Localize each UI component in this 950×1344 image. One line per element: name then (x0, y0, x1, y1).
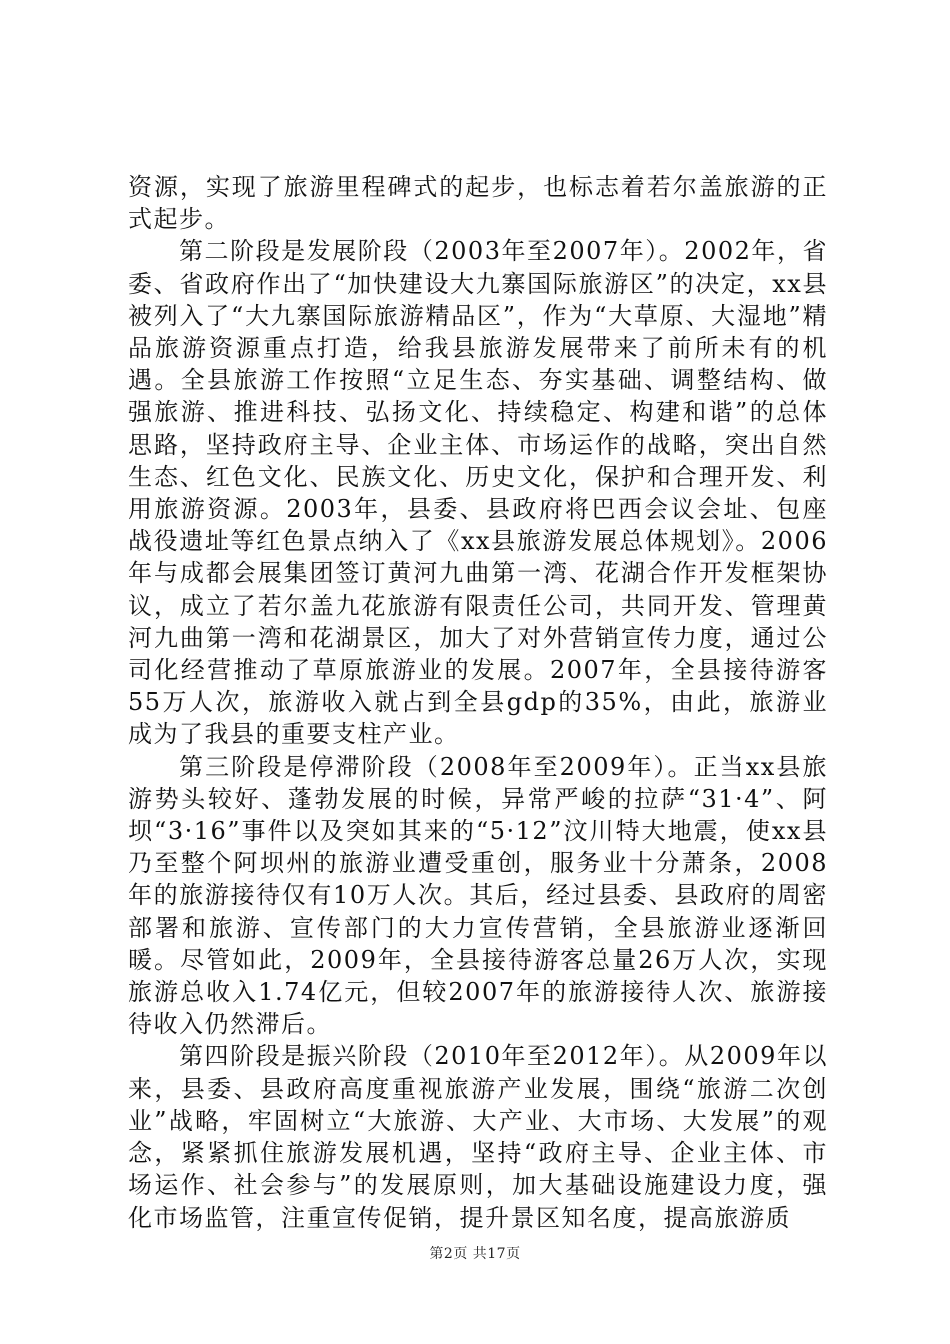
page-number: 第2页 共17页 (429, 1246, 521, 1262)
document-body (128, 171, 828, 1234)
paragraph-stage-two: 第二阶段是发展阶段（2003年至2007年）。2002年，省委、省政府作出了“加快建设大九寨国际旅游区”的决定，xx县被列入了“大九寨国际旅游精品区”，作为“大草原、大湿地”精品旅游资源重点打造，给我县旅游发展带来了前所未有的机遇。全县旅游工作按照“立足生态、夯实基础、调整结构、做强旅游、推进科技、弘扬文化、持续稳定、构建和谐”的总体思路，坚持政府主导、企业主体、市场运作的战略，突出自然生态、红色文化、民族文化、历史文化，保护和合理开发、利用旅游资源。2003年，县委、县政府将巴西会议会址、包座战役遗址等红色景点纳入了《xx县旅游发展总体规划》。2006年与成都会展集团签订黄河九曲第一湾、花湖合作开发框架协议，成立了若尔盖九花旅游有限责任公司，共同开发、管理黄河九曲第一湾和花湖景区，加大了对外营销宣传力度，通过公司化经营推动了草原旅游业的发展。2007年，全县接待游客55万人次，旅游收入就占到全县gdp的35%，由此，旅游业成为了我县的重要支柱产业。 (128, 237, 828, 749)
paragraph-stage-four: 第四阶段是振兴阶段（2010年至2012年）。从2009年以来，县委、县政府高度重视旅游产业发展，围绕“旅游二次创业”战略，牢固树立“大旅游、大产业、大市场、大发展”的观念，紧紧抓住旅游发展机遇，坚持“政府主导、企业主体、市场运作、社会参与”的发展原则，加大基础设施建设力度，强化市场监管，注重宣传促销，提升景区知名度，提高旅游质 (128, 1042, 828, 1232)
paragraph-continuation: 资源，实现了旅游里程碑式的起步，也标志着若尔盖旅游的正式起步。 (128, 173, 828, 234)
paragraph-stage-three: 第三阶段是停滞阶段（2008年至2009年）。正当xx县旅游势头较好、蓬勃发展的时候，异常严峻的拉萨“31·4”、阿坝“3·16”事件以及突如其来的“5·12”汶川特大地震，使xx县乃至整个阿坝州的旅游业遭受重创，服务业十分萧条，2008年的旅游接待仅有10万人次。其后，经过县委、县政府的周密部署和旅游、宣传部门的大力宣传营销，全县旅游业逐渐回暖。尽管如此，2009年，全县接待游客总量26万人次，实现旅游总收入1.74亿元，但较2007年的旅游接待人次、旅游接待收入仍然滞后。 (128, 752, 828, 1039)
page-footer (0, 1244, 950, 1264)
